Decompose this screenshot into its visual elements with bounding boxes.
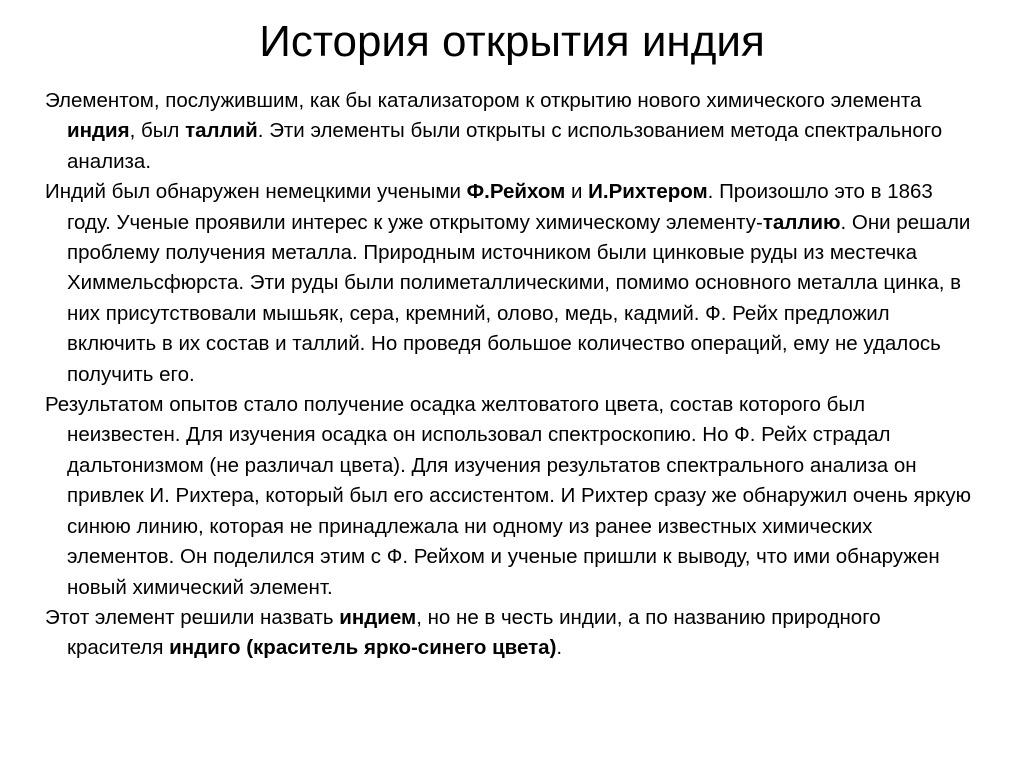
paragraph xyxy=(45,390,980,603)
bold-text: индия xyxy=(67,119,130,143)
text-run: Индий был обнаружен немецкими учеными xyxy=(45,180,467,204)
slide-title: История открытия индия xyxy=(259,17,765,66)
text-run: Элементом, послужившим, как бы катализатором к открытию нового химического элемента xyxy=(45,89,922,112)
text-run: и xyxy=(565,180,589,204)
text-run: , но не в честь индии, а по названию природного красителя xyxy=(67,605,881,660)
bold-text: индиго (краситель ярко-синего цвета) xyxy=(169,636,557,660)
bold-text: Ф.Рейхом xyxy=(466,180,566,204)
text-run: Результатом опытов стало получение осадка желтоватого цвета, состав которого был неизвестен. Для изучения осадка он использовал спектроскопию. Но Ф. Рейх страдал дальтонизмом (не различал цвета). Для изучения результатов спектрального анализа он привлек И. Рихтера, который был его ассистентом. И Рихтер сразу же обнаружил очень яркую синюю линию, которая не принадлежала ни одному из ранее известных химических элементов. Он поделился этим с Ф. Рейхом и ученые пришли к выводу, что ими обнаружен новый химический элемент. xyxy=(45,393,971,599)
paragraph xyxy=(45,86,980,177)
bold-text: таллий xyxy=(185,119,258,143)
bold-text: И.Рихтером xyxy=(588,180,708,204)
text-run: . xyxy=(556,636,563,660)
bold-text: индием xyxy=(339,605,417,629)
text-run: Этот элемент решили назвать xyxy=(45,605,340,629)
text-run: . Эти элементы были открыты с использованием метода спектрального анализа. xyxy=(67,119,943,173)
paragraph xyxy=(45,177,980,390)
text-run: . Они решали проблему получения металла. Природным источником были цинковые руды из местечка Химмельсфюрста. Эти руды были полиметаллическими, помимо основного металла цинка, в них присутствовали мышьяк, сера, кремний, олово, медь, кадмий. Ф. Рейх предложил включить в их состав и таллий. Но проведя большое количество операций, ему не удалось получить его. xyxy=(67,210,971,386)
text-run: , был xyxy=(129,119,186,143)
text-run: . Произошло это в 1863 году. Ученые проявили интерес к уже открытому химическому элементу- xyxy=(67,180,933,234)
paragraph xyxy=(45,603,980,664)
bold-text: таллию xyxy=(762,210,841,234)
slide-body xyxy=(45,86,980,664)
